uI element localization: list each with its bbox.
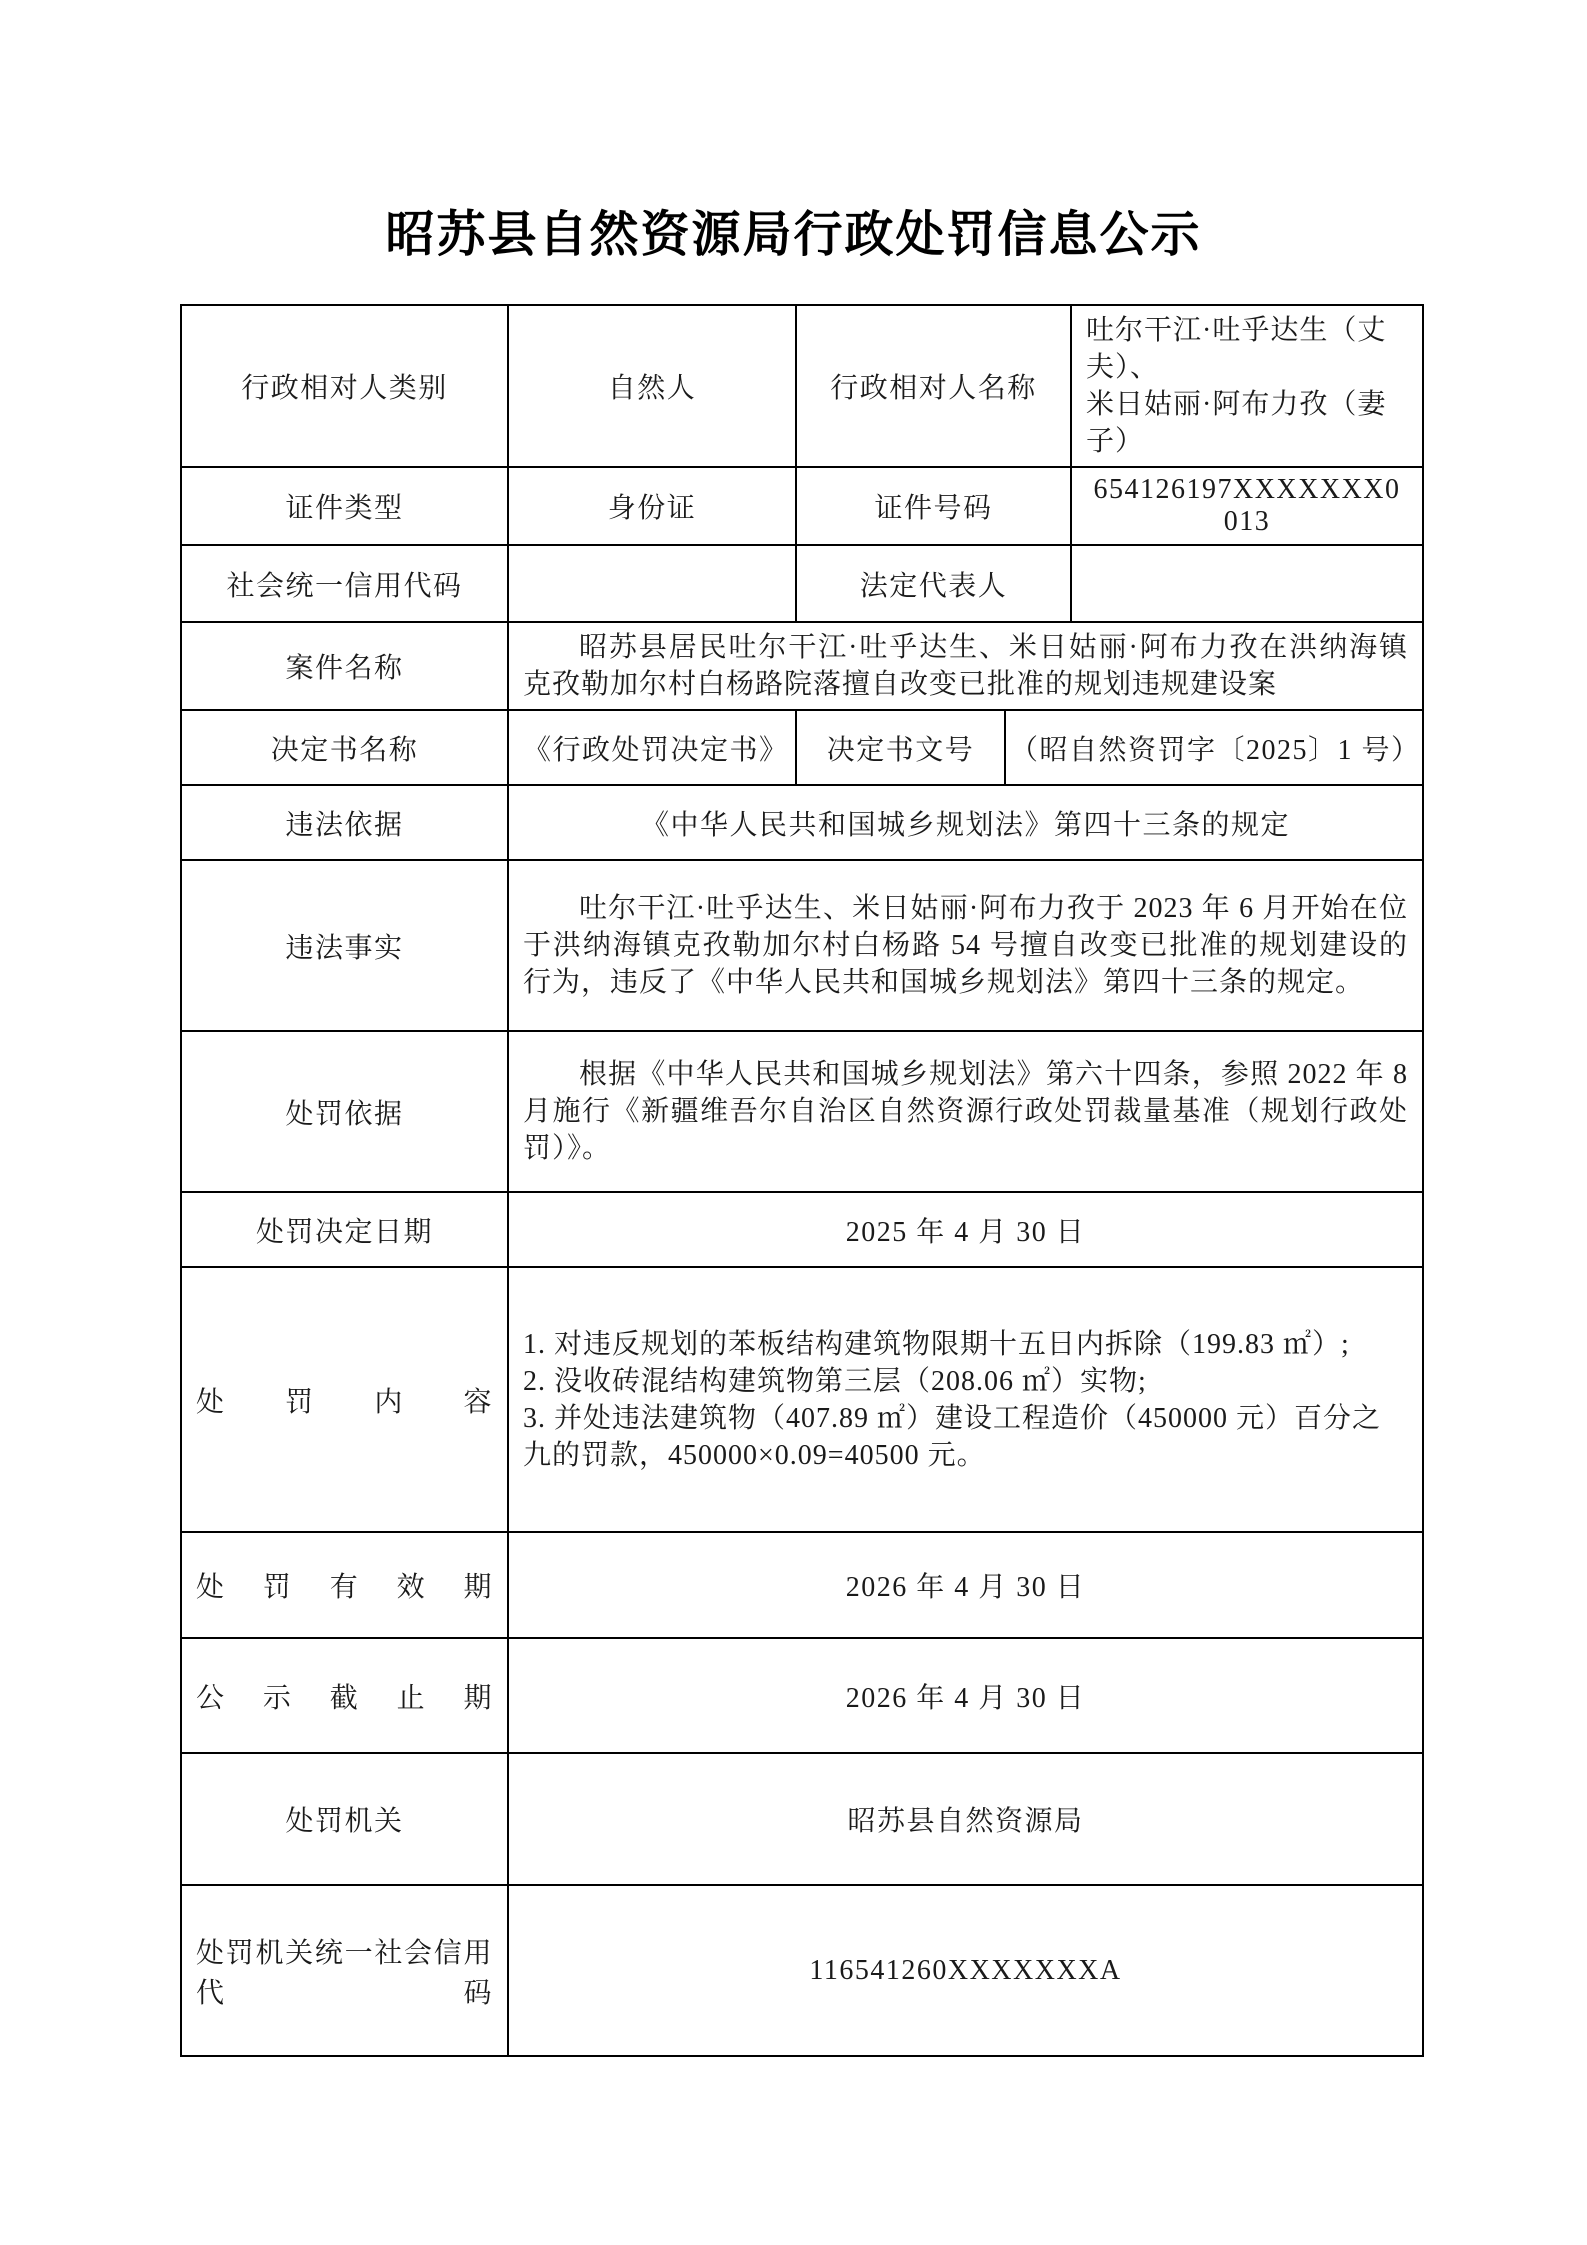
penalty-content-item-3: 3. 并处违法建筑物（407.89 ㎡）建设工程造价（450000 元）百分之九的罚款，450000×0.09=40500 元。 xyxy=(523,1402,1382,1471)
uscc-label: 社会统一信用代码 xyxy=(181,545,508,622)
table-row xyxy=(181,1192,1423,1267)
case-name-value xyxy=(508,622,1423,710)
cert-no-label: 证件号码 xyxy=(796,467,1071,545)
facts-label: 违法事实 xyxy=(181,860,508,1031)
party-type-label: 行政相对人类别 xyxy=(181,305,508,467)
table-row xyxy=(181,467,1423,545)
penalty-content-value xyxy=(508,1267,1423,1532)
publicity-deadline-value: 2026 年 4 月 30 日 xyxy=(508,1638,1423,1753)
penalty-basis-value xyxy=(508,1031,1423,1192)
penalty-basis-paragraph: 根据《中华人民共和国城乡规划法》第六十四条，参照 2022 年 8 月施行《新疆维吾尔自治区自然资源行政处罚裁量基准（规划行政处罚）》。 xyxy=(523,1059,1409,1164)
table-row xyxy=(181,1885,1423,2056)
uscc-value xyxy=(508,545,796,622)
party-name-line1: 吐尔干江·吐乎达生（丈夫）、 xyxy=(1086,315,1387,383)
facts-value xyxy=(508,860,1423,1031)
table-row xyxy=(181,1031,1423,1192)
legal-basis-value: 《中华人民共和国城乡规划法》第四十三条的规定 xyxy=(508,785,1423,860)
table-row xyxy=(181,1267,1423,1532)
cert-no-value: 654126197XXXXXXX0013 xyxy=(1071,467,1423,545)
legal-basis-label: 违法依据 xyxy=(181,785,508,860)
penalty-valid-value: 2026 年 4 月 30 日 xyxy=(508,1532,1423,1638)
table-row xyxy=(181,545,1423,622)
decision-doc-value: 《行政处罚决定书》 xyxy=(508,710,796,785)
authority-value: 昭苏县自然资源局 xyxy=(508,1753,1423,1885)
page-title: 昭苏县自然资源局行政处罚信息公示 xyxy=(385,208,1202,262)
cert-type-label: 证件类型 xyxy=(181,467,508,545)
penalty-info-table xyxy=(180,304,1424,2057)
penalty-content-item-2: 2. 没收砖混结构建筑物第三层（208.06 ㎡）实物; xyxy=(523,1365,1147,1397)
table-row xyxy=(181,710,1423,785)
authority-label: 处罚机关 xyxy=(181,1753,508,1885)
penalty-basis-label: 处罚依据 xyxy=(181,1031,508,1192)
penalty-content-item-1: 1. 对违反规划的苯板结构建筑物限期十五日内拆除（199.83 ㎡）; xyxy=(523,1328,1350,1360)
penalty-valid-label: 处罚有效期 xyxy=(181,1532,508,1638)
authority-uscc-value: 116541260XXXXXXXA xyxy=(508,1885,1423,2056)
party-name-value xyxy=(1071,305,1423,467)
cert-type-value: 身份证 xyxy=(508,467,796,545)
case-name-paragraph: 昭苏县居民吐尔干江·吐乎达生、米日姑丽·阿布力孜在洪纳海镇克孜勒加尔村白杨路院落擅自改变已批准的规划违规建设案 xyxy=(523,632,1409,700)
decision-doc-label: 决定书名称 xyxy=(181,710,508,785)
legal-rep-label: 法定代表人 xyxy=(796,545,1071,622)
legal-rep-value xyxy=(1071,545,1423,622)
decision-date-label: 处罚决定日期 xyxy=(181,1192,508,1267)
decision-no-value: （昭自然资罚字〔2025〕1 号） xyxy=(1005,710,1423,785)
table-row xyxy=(181,1753,1423,1885)
party-name-label: 行政相对人名称 xyxy=(796,305,1071,467)
publicity-deadline-label: 公示截止期 xyxy=(181,1638,508,1753)
table-row xyxy=(181,622,1423,710)
party-name-line2: 米日姑丽·阿布力孜（妻子） xyxy=(1086,389,1387,457)
decision-date-value: 2025 年 4 月 30 日 xyxy=(508,1192,1423,1267)
decision-no-label: 决定书文号 xyxy=(796,710,1005,785)
party-type-value: 自然人 xyxy=(508,305,796,467)
case-name-label: 案件名称 xyxy=(181,622,508,710)
table-row xyxy=(181,860,1423,1031)
facts-paragraph: 吐尔干江·吐乎达生、米日姑丽·阿布力孜于 2023 年 6 月开始在位于洪纳海镇克孜勒加尔村白杨路 54 号擅自改变已批准的规划建设的行为，违反了《中华人民共和国城乡规划法》第四十三条的规定。 xyxy=(523,893,1409,998)
authority-uscc-label: 处罚机关统一社会信用代码 xyxy=(181,1885,508,2056)
table-row xyxy=(181,1638,1423,1753)
penalty-content-label: 处罚内容 xyxy=(181,1267,508,1532)
table-row xyxy=(181,1532,1423,1638)
table-row xyxy=(181,785,1423,860)
table-row xyxy=(181,305,1423,467)
